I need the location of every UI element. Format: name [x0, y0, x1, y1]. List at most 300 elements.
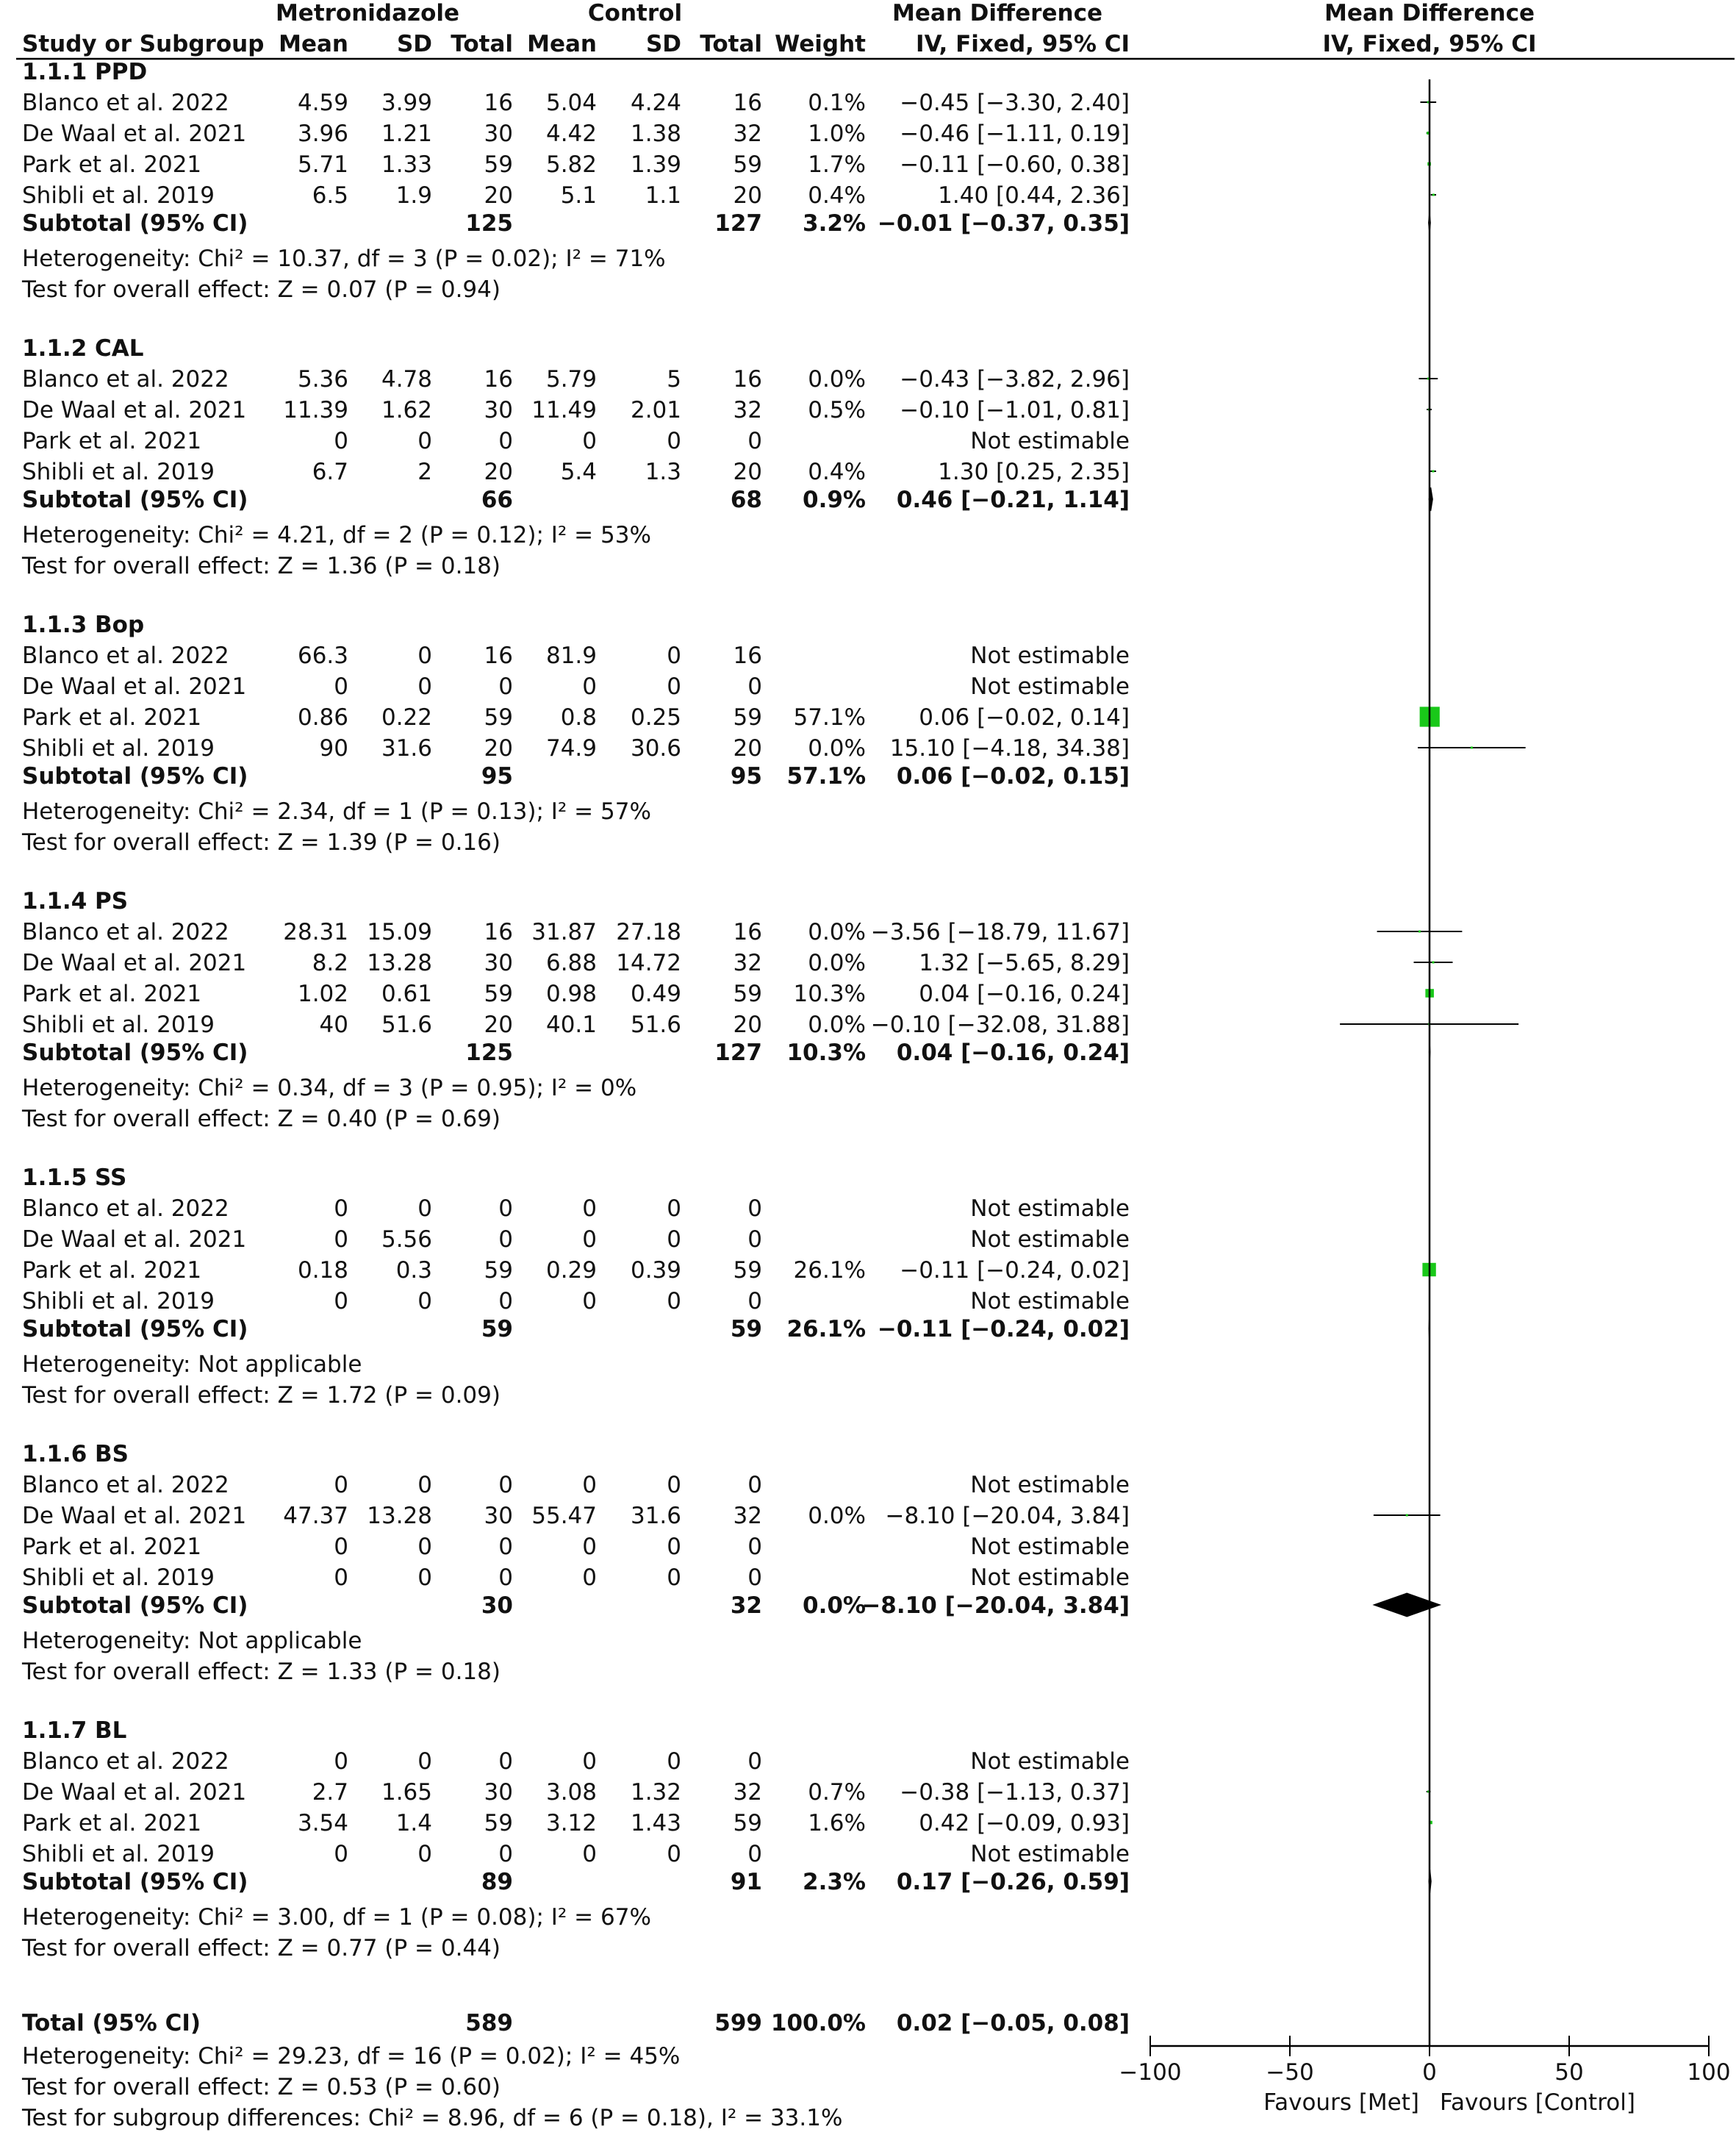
table-row: [22, 366, 1130, 393]
control-total: 32: [733, 950, 762, 976]
study-weight: 1.6%: [808, 1810, 866, 1836]
control-total: 0: [747, 1195, 762, 1222]
metro-mean: 8.2: [312, 950, 348, 976]
table-row: [22, 1779, 1130, 1806]
control-total: 59: [733, 1257, 762, 1284]
subgroup-title: 1.1.4 PS: [22, 888, 129, 915]
control-mean: 0: [582, 1841, 597, 1867]
table-row: [22, 428, 1130, 454]
subtotal-md-ci: −0.01 [−0.37, 0.35]: [877, 210, 1130, 237]
study-name: Blanco et al. 2022: [22, 919, 229, 945]
control-total: 20: [733, 459, 762, 485]
control-sd: 31.6: [630, 1503, 681, 1529]
subtotal-control-total: 127: [714, 210, 762, 237]
control-sd: 0.25: [630, 704, 681, 731]
md-column-title: Mean Difference: [892, 0, 1102, 26]
subgroup-title: 1.1.2 CAL: [22, 335, 144, 362]
subtotal-control-total: 127: [714, 1040, 762, 1066]
metro-sd: 1.65: [381, 1779, 432, 1806]
subtotal-metro-total: 125: [465, 1040, 513, 1066]
control-total: 0: [747, 1288, 762, 1314]
metro-sd: 2: [417, 459, 432, 485]
control-total: 32: [733, 121, 762, 147]
control-mean: 0.8: [560, 704, 597, 731]
study-name: Blanco et al. 2022: [22, 1472, 229, 1498]
study-md-ci: Not estimable: [970, 1748, 1130, 1775]
study-md-ci: −3.56 [−18.79, 11.67]: [870, 919, 1130, 945]
control-sd: 14.72: [616, 950, 681, 976]
metro-sd: 5.56: [381, 1226, 432, 1253]
control-sd: 5: [667, 366, 681, 393]
control-total: 20: [733, 735, 762, 762]
study-column-header: Study or Subgroup: [22, 31, 265, 57]
subtotal-label: Subtotal (95% CI): [22, 1869, 248, 1895]
subtotal-weight: 10.3%: [786, 1040, 866, 1066]
control-sd: 1.43: [630, 1810, 681, 1836]
control-sd: 0.49: [630, 981, 681, 1007]
control-sd: 1.39: [630, 151, 681, 178]
overall-effect-text: Test for overall effect: Z = 0.77 (P = 0.44): [22, 1935, 501, 1961]
table-row: [22, 182, 1130, 209]
control-mean: 0: [582, 1564, 597, 1591]
table-row: [22, 643, 1130, 669]
table-row: [22, 673, 1130, 700]
study-weight: 0.0%: [808, 1503, 866, 1529]
overall-effect-text: Test for overall effect: Z = 1.39 (P = 0.16): [22, 829, 501, 856]
total-label: Total (95% CI): [22, 2010, 201, 2036]
metro-sd: 0: [417, 643, 432, 669]
control-sd: 1.32: [630, 1779, 681, 1806]
metro-total: 30: [484, 950, 513, 976]
subtotal-metro-total: 66: [481, 487, 513, 513]
heterogeneity-text: Heterogeneity: Chi² = 3.00, df = 1 (P = 0.08); I² = 67%: [22, 1904, 651, 1931]
study-md-ci: Not estimable: [970, 1288, 1130, 1314]
control-mean: 5.04: [545, 90, 597, 116]
metro-sd: 0: [417, 1841, 432, 1867]
x-tick-label: −100: [1119, 2059, 1182, 2086]
md-method-header: IV, Fixed, 95% CI: [916, 31, 1130, 57]
metro-mean: 3.96: [297, 121, 348, 147]
metro-total: 59: [484, 1257, 513, 1284]
metro-sd: 0.61: [381, 981, 432, 1007]
control-mean: 0: [582, 1226, 597, 1253]
metro-mean: 0.18: [297, 1257, 348, 1284]
metro-mean: 28.31: [283, 919, 348, 945]
subtotal-weight: 0.0%: [803, 1592, 866, 1619]
control-total: 0: [747, 1841, 762, 1867]
subtotal-metro-total: 125: [465, 210, 513, 237]
control-group-header: Control: [587, 0, 683, 26]
total-metro-total: 589: [465, 2010, 513, 2036]
study-name: Blanco et al. 2022: [22, 1195, 229, 1222]
control-sd: 0: [667, 428, 681, 454]
study-md-ci: −0.45 [−3.30, 2.40]: [900, 90, 1130, 116]
control-mean: 0: [582, 1472, 597, 1498]
subtotal-control-total: 95: [730, 763, 762, 790]
total-control-total: 599: [714, 2010, 762, 2036]
favours-met-label: Favours [Met]: [1263, 2089, 1419, 2116]
table-header: [16, 0, 1735, 59]
study-md-ci: 1.30 [0.25, 2.35]: [938, 459, 1130, 485]
subtotal-md-ci: 0.46 [−0.21, 1.14]: [896, 487, 1130, 513]
study-md-ci: −8.10 [−20.04, 3.84]: [885, 1503, 1130, 1529]
subtotal-metro-total: 30: [481, 1592, 513, 1619]
x-tick-label: 50: [1554, 2059, 1584, 2086]
control-total: 0: [747, 673, 762, 700]
study-weight: 0.0%: [808, 1012, 866, 1038]
study-name: Shibli et al. 2019: [22, 182, 215, 209]
study-name: Park et al. 2021: [22, 151, 202, 178]
metro-mean: 66.3: [297, 643, 348, 669]
heterogeneity-text: Heterogeneity: Not applicable: [22, 1628, 362, 1654]
control-mean: 40.1: [545, 1012, 597, 1038]
control-total: 20: [733, 1012, 762, 1038]
table-row: [22, 1564, 1130, 1591]
study-md-ci: −0.43 [−3.82, 2.96]: [900, 366, 1130, 393]
metro-sd: 1.21: [381, 121, 432, 147]
metro-mean: 0: [334, 1748, 348, 1775]
study-name: De Waal et al. 2021: [22, 673, 247, 700]
study-weight: 0.4%: [808, 459, 866, 485]
metro-total: 30: [484, 121, 513, 147]
study-md-ci: 1.32 [−5.65, 8.29]: [919, 950, 1130, 976]
study-name: De Waal et al. 2021: [22, 1779, 247, 1806]
subtotal-control-total: 32: [730, 1592, 762, 1619]
x-tick-label: 100: [1687, 2059, 1731, 2086]
x-tick-label: 0: [1422, 2059, 1437, 2086]
study-name: Shibli et al. 2019: [22, 735, 215, 762]
control-mean: 81.9: [545, 643, 597, 669]
metro-total: 16: [484, 919, 513, 945]
study-md-ci: −0.11 [−0.60, 0.38]: [900, 151, 1130, 178]
metro-sd: 0: [417, 1534, 432, 1560]
metro-sd: 51.6: [381, 1012, 432, 1038]
table-row: [22, 704, 1130, 731]
study-weight: 26.1%: [793, 1257, 866, 1284]
metro-mean: 0: [334, 428, 348, 454]
table-row: [22, 121, 1130, 147]
footer-statistic: Test for overall effect: Z = 0.53 (P = 0.60): [22, 2074, 501, 2100]
metro-total: 16: [484, 366, 513, 393]
metro-mean: 2.7: [312, 1779, 348, 1806]
metro-mean-header: Mean: [279, 31, 348, 57]
study-effect-square: [1406, 1514, 1408, 1517]
study-name: De Waal et al. 2021: [22, 1503, 247, 1529]
study-weight: 0.5%: [808, 397, 866, 423]
table-row: [22, 919, 1130, 945]
control-sd: 0: [667, 1534, 681, 1560]
study-md-ci: Not estimable: [970, 1195, 1130, 1222]
control-total-header: Total: [700, 31, 762, 57]
metro-mean: 11.39: [283, 397, 348, 423]
control-sd: 0: [667, 1195, 681, 1222]
metro-total: 0: [498, 1226, 513, 1253]
control-total: 32: [733, 397, 762, 423]
table-row: [22, 981, 1130, 1007]
control-sd: 1.1: [645, 182, 681, 209]
metro-total: 20: [484, 735, 513, 762]
control-sd: 30.6: [630, 735, 681, 762]
metro-total: 59: [484, 1810, 513, 1836]
study-weight: 1.7%: [808, 151, 866, 178]
table-row: [22, 1810, 1130, 1836]
control-sd: 0: [667, 643, 681, 669]
metro-total: 59: [484, 151, 513, 178]
subtotal-label: Subtotal (95% CI): [22, 210, 248, 237]
subtotal-control-total: 91: [730, 1869, 762, 1895]
metro-mean: 0: [334, 1564, 348, 1591]
study-effect-square: [1432, 962, 1435, 964]
metro-sd: 0: [417, 1748, 432, 1775]
control-total: 16: [733, 366, 762, 393]
control-sd: 0: [667, 1841, 681, 1867]
metro-total: 30: [484, 1779, 513, 1806]
metro-mean: 5.36: [297, 366, 348, 393]
metro-total: 0: [498, 1748, 513, 1775]
metro-mean: 0: [334, 1226, 348, 1253]
metro-sd: 13.28: [367, 1503, 432, 1529]
footer-statistic: Test for subgroup differences: Chi² = 8.96, df = 6 (P = 0.18), I² = 33.1%: [22, 2105, 843, 2131]
metro-total: 20: [484, 1012, 513, 1038]
metro-total: 0: [498, 428, 513, 454]
heterogeneity-text: Heterogeneity: Chi² = 4.21, df = 2 (P = 0.12); I² = 53%: [22, 522, 651, 548]
study-md-ci: Not estimable: [970, 1226, 1130, 1253]
study-md-ci: 0.06 [−0.02, 0.14]: [919, 704, 1130, 731]
metro-mean: 6.7: [312, 459, 348, 485]
control-total: 16: [733, 919, 762, 945]
study-name: Park et al. 2021: [22, 428, 202, 454]
table-row: [22, 1195, 1130, 1222]
subgroup-title: 1.1.6 BS: [22, 1441, 129, 1467]
x-tick-label: −50: [1266, 2059, 1314, 2086]
study-md-ci: Not estimable: [970, 673, 1130, 700]
table-row: [22, 1012, 1130, 1038]
metro-total: 16: [484, 643, 513, 669]
study-name: De Waal et al. 2021: [22, 950, 247, 976]
table-row: [22, 1841, 1130, 1867]
table-row: [22, 950, 1130, 976]
study-name: Park et al. 2021: [22, 1810, 202, 1836]
control-total: 16: [733, 90, 762, 116]
subtotal-weight: 2.3%: [803, 1869, 866, 1895]
metro-sd: 1.62: [381, 397, 432, 423]
control-mean: 0: [582, 428, 597, 454]
study-name: Shibli et al. 2019: [22, 1564, 215, 1591]
control-sd: 1.3: [645, 459, 681, 485]
study-effect-square: [1418, 931, 1421, 933]
weight-header: Weight: [775, 31, 866, 57]
study-md-ci: 0.04 [−0.16, 0.24]: [919, 981, 1130, 1007]
study-name: Blanco et al. 2022: [22, 643, 229, 669]
metro-total: 20: [484, 459, 513, 485]
control-sd: 0: [667, 1564, 681, 1591]
subtotal-metro-total: 59: [481, 1316, 513, 1342]
control-mean: 55.47: [531, 1503, 597, 1529]
metro-total: 30: [484, 397, 513, 423]
metro-sd: 0: [417, 1195, 432, 1222]
overall-effect-text: Test for overall effect: Z = 1.36 (P = 0.18): [22, 553, 501, 579]
study-md-ci: Not estimable: [970, 1564, 1130, 1591]
metro-sd: 0: [417, 1564, 432, 1591]
study-name: Shibli et al. 2019: [22, 1012, 215, 1038]
control-sd: 0: [667, 1748, 681, 1775]
study-weight: 0.0%: [808, 366, 866, 393]
metro-total: 0: [498, 1841, 513, 1867]
control-mean: 0: [582, 673, 597, 700]
metro-total: 59: [484, 981, 513, 1007]
subtotal-label: Subtotal (95% CI): [22, 1040, 248, 1066]
metro-mean: 3.54: [297, 1810, 348, 1836]
control-mean: 0: [582, 1748, 597, 1775]
study-effect-square: [1432, 194, 1435, 196]
metro-mean: 0: [334, 1534, 348, 1560]
control-total: 0: [747, 428, 762, 454]
subtotal-weight: 3.2%: [803, 210, 866, 237]
control-sd-header: SD: [645, 31, 681, 57]
table-row: [22, 1257, 1130, 1284]
table-row: [22, 1472, 1130, 1498]
metro-mean: 5.71: [297, 151, 348, 178]
subtotal-weight: 26.1%: [786, 1316, 866, 1342]
control-sd: 4.24: [630, 90, 681, 116]
metro-total: 0: [498, 1472, 513, 1498]
metro-mean: 40: [319, 1012, 348, 1038]
study-name: De Waal et al. 2021: [22, 397, 247, 423]
study-effect-square: [1471, 747, 1473, 749]
study-weight: 0.0%: [808, 919, 866, 945]
study-effect-square: [1432, 471, 1434, 473]
control-total: 0: [747, 1748, 762, 1775]
control-total: 32: [733, 1503, 762, 1529]
table-row: [22, 1534, 1130, 1560]
subtotal-label: Subtotal (95% CI): [22, 1592, 248, 1619]
study-md-ci: Not estimable: [970, 428, 1130, 454]
study-name: Shibli et al. 2019: [22, 1288, 215, 1314]
favours-control-label: Favours [Control]: [1440, 2089, 1635, 2116]
metro-sd: 31.6: [381, 735, 432, 762]
table-row: [22, 397, 1130, 423]
metro-total: 0: [498, 1564, 513, 1591]
table-row: [22, 1503, 1130, 1529]
footer-statistic: Heterogeneity: Chi² = 29.23, df = 16 (P = 0.02); I² = 45%: [22, 2043, 681, 2070]
study-weight: 0.4%: [808, 182, 866, 209]
study-name: Park et al. 2021: [22, 1534, 202, 1560]
control-total: 32: [733, 1779, 762, 1806]
control-sd: 0: [667, 1226, 681, 1253]
study-name: Blanco et al. 2022: [22, 1748, 229, 1775]
metro-mean: 1.02: [297, 981, 348, 1007]
subgroup-title: 1.1.3 Bop: [22, 612, 145, 638]
control-mean: 74.9: [545, 735, 597, 762]
study-md-ci: −0.10 [−1.01, 0.81]: [900, 397, 1130, 423]
table-row: [22, 1226, 1130, 1253]
table-row: [22, 90, 1130, 116]
control-mean: 5.1: [560, 182, 597, 209]
plot-method-header: IV, Fixed, 95% CI: [1322, 31, 1537, 57]
control-total: 59: [733, 981, 762, 1007]
table-row: [22, 151, 1130, 178]
metro-mean: 0: [334, 1195, 348, 1222]
metro-sd: 15.09: [367, 919, 432, 945]
control-mean: 5.4: [560, 459, 597, 485]
metronidazole-group-header: Metronidazole: [275, 0, 460, 26]
control-mean-header: Mean: [527, 31, 597, 57]
study-md-ci: Not estimable: [970, 643, 1130, 669]
subgroup-title: 1.1.7 BL: [22, 1717, 127, 1744]
control-mean: 0: [582, 1288, 597, 1314]
study-weight: 0.0%: [808, 735, 866, 762]
control-mean: 31.87: [531, 919, 597, 945]
control-mean: 0.29: [545, 1257, 597, 1284]
study-name: Park et al. 2021: [22, 981, 202, 1007]
study-weight: 1.0%: [808, 121, 866, 147]
subtotal-metro-total: 95: [481, 763, 513, 790]
control-total: 59: [733, 704, 762, 731]
metro-sd: 0.22: [381, 704, 432, 731]
metro-mean: 0: [334, 673, 348, 700]
control-sd: 2.01: [630, 397, 681, 423]
control-total: 59: [733, 151, 762, 178]
subtotal-label: Subtotal (95% CI): [22, 763, 248, 790]
table-row: [22, 735, 1130, 762]
control-total: 0: [747, 1564, 762, 1591]
metro-total: 59: [484, 704, 513, 731]
control-mean: 0: [582, 1195, 597, 1222]
subtotal-control-total: 59: [730, 1316, 762, 1342]
metro-mean: 4.59: [297, 90, 348, 116]
metro-sd: 1.33: [381, 151, 432, 178]
metro-mean: 47.37: [283, 1503, 348, 1529]
control-mean: 5.79: [545, 366, 597, 393]
plot-column-title: Mean Difference: [1324, 0, 1535, 26]
metro-total: 0: [498, 1195, 513, 1222]
metro-mean: 0: [334, 1472, 348, 1498]
metro-sd: 0: [417, 1472, 432, 1498]
study-md-ci: 15.10 [−4.18, 34.38]: [889, 735, 1130, 762]
control-mean: 11.49: [531, 397, 597, 423]
table-row: [22, 1748, 1130, 1775]
study-name: Shibli et al. 2019: [22, 459, 215, 485]
control-sd: 0.39: [630, 1257, 681, 1284]
study-md-ci: Not estimable: [970, 1534, 1130, 1560]
subgroup-title: 1.1.5 SS: [22, 1165, 127, 1191]
metro-total: 0: [498, 673, 513, 700]
metro-total: 0: [498, 1534, 513, 1560]
subtotal-md-ci: 0.06 [−0.02, 0.15]: [896, 763, 1130, 790]
study-name: Park et al. 2021: [22, 704, 202, 731]
heterogeneity-text: Heterogeneity: Chi² = 10.37, df = 3 (P = 0.02); I² = 71%: [22, 246, 666, 272]
subtotal-weight: 57.1%: [786, 763, 866, 790]
control-mean: 4.42: [545, 121, 597, 147]
overall-effect-text: Test for overall effect: Z = 0.40 (P = 0.69): [22, 1106, 501, 1132]
control-sd: 51.6: [630, 1012, 681, 1038]
metro-sd: 3.99: [381, 90, 432, 116]
metro-sd: 0.3: [395, 1257, 432, 1284]
study-md-ci: 0.42 [−0.09, 0.93]: [919, 1810, 1130, 1836]
study-name: Blanco et al. 2022: [22, 90, 229, 116]
subtotal-label: Subtotal (95% CI): [22, 1316, 248, 1342]
metro-mean: 0.86: [297, 704, 348, 731]
control-mean: 5.82: [545, 151, 597, 178]
metro-sd: 4.78: [381, 366, 432, 393]
control-total: 59: [733, 1810, 762, 1836]
overall-effect-text: Test for overall effect: Z = 0.07 (P = 0.94): [22, 276, 501, 303]
study-md-ci: −0.11 [−0.24, 0.02]: [900, 1257, 1130, 1284]
control-total: 20: [733, 182, 762, 209]
control-mean: 6.88: [545, 950, 597, 976]
table-row: [22, 459, 1130, 485]
study-weight: 0.1%: [808, 90, 866, 116]
